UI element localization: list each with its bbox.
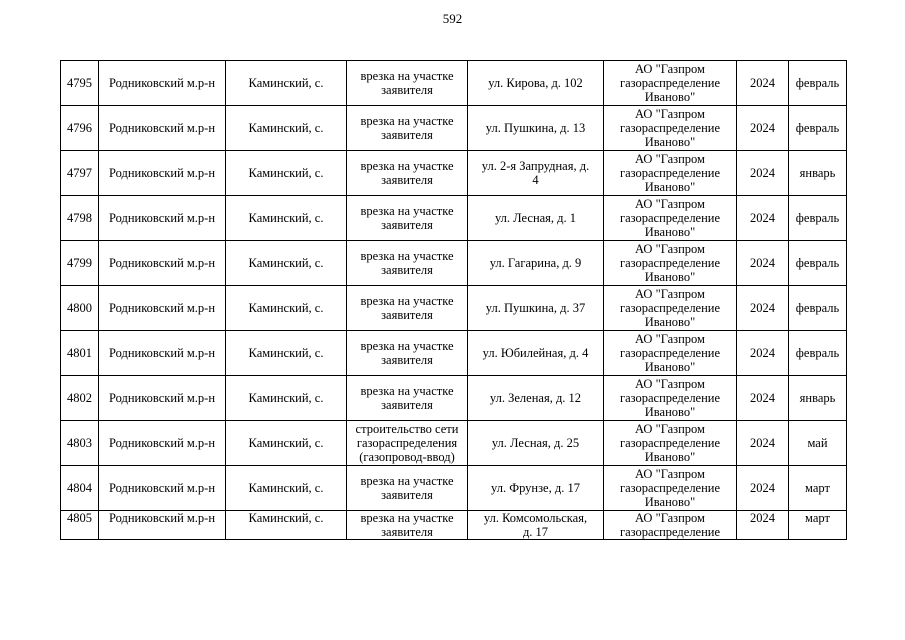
- address-cell: [468, 196, 604, 241]
- organization-cell-line: Иваново": [644, 495, 696, 509]
- district-cell: Родниковский м.р-н: [99, 466, 226, 511]
- organization-cell-line: АО "Газпром: [635, 377, 705, 391]
- organization-cell: [604, 331, 737, 376]
- row-number-cell: 4800: [61, 286, 99, 331]
- row-number-cell: 4798: [61, 196, 99, 241]
- settlement-cell: Каминский, с.: [226, 106, 347, 151]
- table-row: [61, 376, 847, 421]
- organization-cell-line: Иваново": [644, 225, 696, 239]
- organization-cell-line: газораспределение: [619, 391, 721, 405]
- organization-cell-line: АО "Газпром: [635, 62, 705, 76]
- address-cell: [468, 241, 604, 286]
- organization-cell-line: Иваново": [644, 90, 696, 104]
- work-type-cell-line: газораспределения: [356, 436, 458, 450]
- address-cell-line: 4: [532, 173, 539, 187]
- work-type-cell-line: заявителя: [381, 218, 433, 232]
- address-cell: [468, 106, 604, 151]
- organization-cell-line: АО "Газпром: [635, 152, 705, 166]
- month-cell: февраль: [789, 61, 847, 106]
- work-type-cell-line: врезка на участке: [360, 384, 454, 398]
- year-cell: 2024: [737, 421, 789, 466]
- organization-cell-line: АО "Газпром: [635, 332, 705, 346]
- organization-cell-line: АО "Газпром: [635, 242, 705, 256]
- work-type-cell-line: врезка на участке: [360, 249, 454, 263]
- organization-cell-line: АО "Газпром: [635, 511, 705, 525]
- organization-cell-line: газораспределение: [619, 166, 721, 180]
- address-cell-line: ул. Юбилейная, д. 4: [482, 346, 589, 360]
- district-cell: Родниковский м.р-н: [99, 286, 226, 331]
- organization-cell: [604, 421, 737, 466]
- organization-cell-line: Иваново": [644, 270, 696, 284]
- year-cell: 2024: [737, 151, 789, 196]
- row-number-cell: 4803: [61, 421, 99, 466]
- work-type-cell-line: заявителя: [381, 488, 433, 502]
- work-type-cell: [347, 421, 468, 466]
- settlement-cell: Каминский, с.: [226, 466, 347, 511]
- address-cell: [468, 286, 604, 331]
- address-cell: [468, 511, 604, 540]
- month-cell: январь: [789, 376, 847, 421]
- address-cell-line: ул. Гагарина, д. 9: [489, 256, 582, 270]
- organization-cell-line: АО "Газпром: [635, 107, 705, 121]
- organization-cell-line: газораспределение: [619, 301, 721, 315]
- address-cell: [468, 466, 604, 511]
- year-cell: 2024: [737, 466, 789, 511]
- organization-cell-line: Иваново": [644, 315, 696, 329]
- organization-cell-line: газораспределение: [619, 346, 721, 360]
- organization-cell-line: АО "Газпром: [635, 287, 705, 301]
- month-cell: март: [789, 511, 847, 540]
- work-type-cell-line: врезка на участке: [360, 294, 454, 308]
- work-type-cell: [347, 286, 468, 331]
- page-number: 592: [442, 11, 463, 26]
- district-cell: Родниковский м.р-н: [99, 61, 226, 106]
- address-cell-line: ул. 2-я Запрудная, д.: [481, 159, 590, 173]
- settlement-cell: Каминский, с.: [226, 61, 347, 106]
- work-type-cell: [347, 376, 468, 421]
- table-row: [61, 511, 847, 540]
- organization-cell-line: Иваново": [644, 450, 696, 464]
- address-cell-line: ул. Кирова, д. 102: [488, 76, 583, 90]
- address-cell-line: ул. Пушкина, д. 13: [485, 121, 586, 135]
- district-cell: Родниковский м.р-н: [99, 331, 226, 376]
- table-body: [61, 61, 847, 540]
- address-cell: [468, 376, 604, 421]
- table-row: [61, 286, 847, 331]
- work-type-cell-line: врезка на участке: [360, 69, 454, 83]
- address-cell-line: ул. Фрунзе, д. 17: [491, 481, 580, 495]
- year-cell: 2024: [737, 331, 789, 376]
- work-type-cell-line: заявителя: [381, 83, 433, 97]
- settlement-cell: Каминский, с.: [226, 511, 347, 540]
- year-cell: 2024: [737, 511, 789, 540]
- work-type-cell: [347, 106, 468, 151]
- work-type-cell-line: заявителя: [381, 398, 433, 412]
- table-row: [61, 106, 847, 151]
- month-cell: февраль: [789, 286, 847, 331]
- work-type-cell-line: врезка на участке: [360, 474, 454, 488]
- address-cell: [468, 61, 604, 106]
- work-type-cell-line: заявителя: [381, 525, 433, 539]
- month-cell: февраль: [789, 331, 847, 376]
- address-cell: [468, 331, 604, 376]
- month-cell: май: [789, 421, 847, 466]
- address-cell: [468, 151, 604, 196]
- work-type-cell: [347, 511, 468, 540]
- district-cell: Родниковский м.р-н: [99, 511, 226, 540]
- address-cell-line: ул. Лесная, д. 1: [494, 211, 577, 225]
- organization-cell: [604, 61, 737, 106]
- work-type-cell-line: (газопровод-ввод): [359, 450, 455, 464]
- row-number-cell: 4805: [61, 511, 99, 540]
- table-row: [61, 241, 847, 286]
- work-type-cell-line: врезка на участке: [360, 114, 454, 128]
- organization-cell: [604, 106, 737, 151]
- organization-cell-line: газораспределение: [619, 121, 721, 135]
- row-number-cell: 4797: [61, 151, 99, 196]
- organization-cell-line: Иваново": [644, 405, 696, 419]
- settlement-cell: Каминский, с.: [226, 151, 347, 196]
- month-cell: январь: [789, 151, 847, 196]
- organization-cell-line: АО "Газпром: [635, 197, 705, 211]
- row-number-cell: 4801: [61, 331, 99, 376]
- organization-cell-line: газораспределение: [619, 76, 721, 90]
- organization-cell: [604, 241, 737, 286]
- work-type-cell-line: врезка на участке: [360, 339, 454, 353]
- work-type-cell-line: врезка на участке: [360, 204, 454, 218]
- table-row: [61, 421, 847, 466]
- organization-cell-line: газораспределение: [619, 525, 721, 539]
- address-cell: [468, 421, 604, 466]
- address-cell-line: ул. Лесная, д. 25: [491, 436, 580, 450]
- work-type-cell-line: строительство сети: [355, 422, 459, 436]
- month-cell: март: [789, 466, 847, 511]
- district-cell: Родниковский м.р-н: [99, 151, 226, 196]
- table-row: [61, 61, 847, 106]
- settlement-cell: Каминский, с.: [226, 196, 347, 241]
- table-row: [61, 331, 847, 376]
- organization-cell: [604, 376, 737, 421]
- table-row: [61, 196, 847, 241]
- organization-cell: [604, 151, 737, 196]
- work-type-cell-line: врезка на участке: [360, 511, 454, 525]
- year-cell: 2024: [737, 376, 789, 421]
- month-cell: февраль: [789, 106, 847, 151]
- row-number-cell: 4804: [61, 466, 99, 511]
- address-cell-line: ул. Зеленая, д. 12: [489, 391, 582, 405]
- settlement-cell: Каминский, с.: [226, 421, 347, 466]
- organization-cell-line: газораспределение: [619, 256, 721, 270]
- work-type-cell-line: заявителя: [381, 353, 433, 367]
- work-type-cell: [347, 196, 468, 241]
- organization-cell-line: Иваново": [644, 135, 696, 149]
- address-cell-line: ул. Комсомольская,: [483, 511, 588, 525]
- address-cell-line: д. 17: [522, 525, 549, 539]
- year-cell: 2024: [737, 196, 789, 241]
- organization-cell: [604, 286, 737, 331]
- organization-cell-line: газораспределение: [619, 436, 721, 450]
- table-row: [61, 466, 847, 511]
- work-type-cell: [347, 331, 468, 376]
- organization-cell-line: Иваново": [644, 360, 696, 374]
- work-type-cell: [347, 241, 468, 286]
- table-row: [61, 151, 847, 196]
- organization-cell-line: Иваново": [644, 180, 696, 194]
- year-cell: 2024: [737, 286, 789, 331]
- year-cell: 2024: [737, 61, 789, 106]
- work-type-cell: [347, 151, 468, 196]
- organization-cell: [604, 466, 737, 511]
- work-type-cell: [347, 466, 468, 511]
- work-type-cell-line: заявителя: [381, 128, 433, 142]
- work-type-cell-line: врезка на участке: [360, 159, 454, 173]
- district-cell: Родниковский м.р-н: [99, 196, 226, 241]
- organization-cell-line: АО "Газпром: [635, 467, 705, 481]
- month-cell: февраль: [789, 196, 847, 241]
- work-type-cell-line: заявителя: [381, 173, 433, 187]
- row-number-cell: 4802: [61, 376, 99, 421]
- district-cell: Родниковский м.р-н: [99, 241, 226, 286]
- work-type-cell-line: заявителя: [381, 308, 433, 322]
- organization-cell-line: газораспределение: [619, 481, 721, 495]
- gasification-table: [60, 60, 847, 540]
- row-number-cell: 4795: [61, 61, 99, 106]
- row-number-cell: 4796: [61, 106, 99, 151]
- settlement-cell: Каминский, с.: [226, 286, 347, 331]
- settlement-cell: Каминский, с.: [226, 331, 347, 376]
- work-type-cell-line: заявителя: [381, 263, 433, 277]
- year-cell: 2024: [737, 106, 789, 151]
- settlement-cell: Каминский, с.: [226, 241, 347, 286]
- month-cell: февраль: [789, 241, 847, 286]
- year-cell: 2024: [737, 241, 789, 286]
- district-cell: Родниковский м.р-н: [99, 106, 226, 151]
- organization-cell-line: АО "Газпром: [635, 422, 705, 436]
- work-type-cell: [347, 61, 468, 106]
- address-cell-line: ул. Пушкина, д. 37: [485, 301, 586, 315]
- district-cell: Родниковский м.р-н: [99, 376, 226, 421]
- organization-cell: [604, 511, 737, 540]
- district-cell: Родниковский м.р-н: [99, 421, 226, 466]
- organization-cell-line: газораспределение: [619, 211, 721, 225]
- organization-cell: [604, 196, 737, 241]
- row-number-cell: 4799: [61, 241, 99, 286]
- settlement-cell: Каминский, с.: [226, 376, 347, 421]
